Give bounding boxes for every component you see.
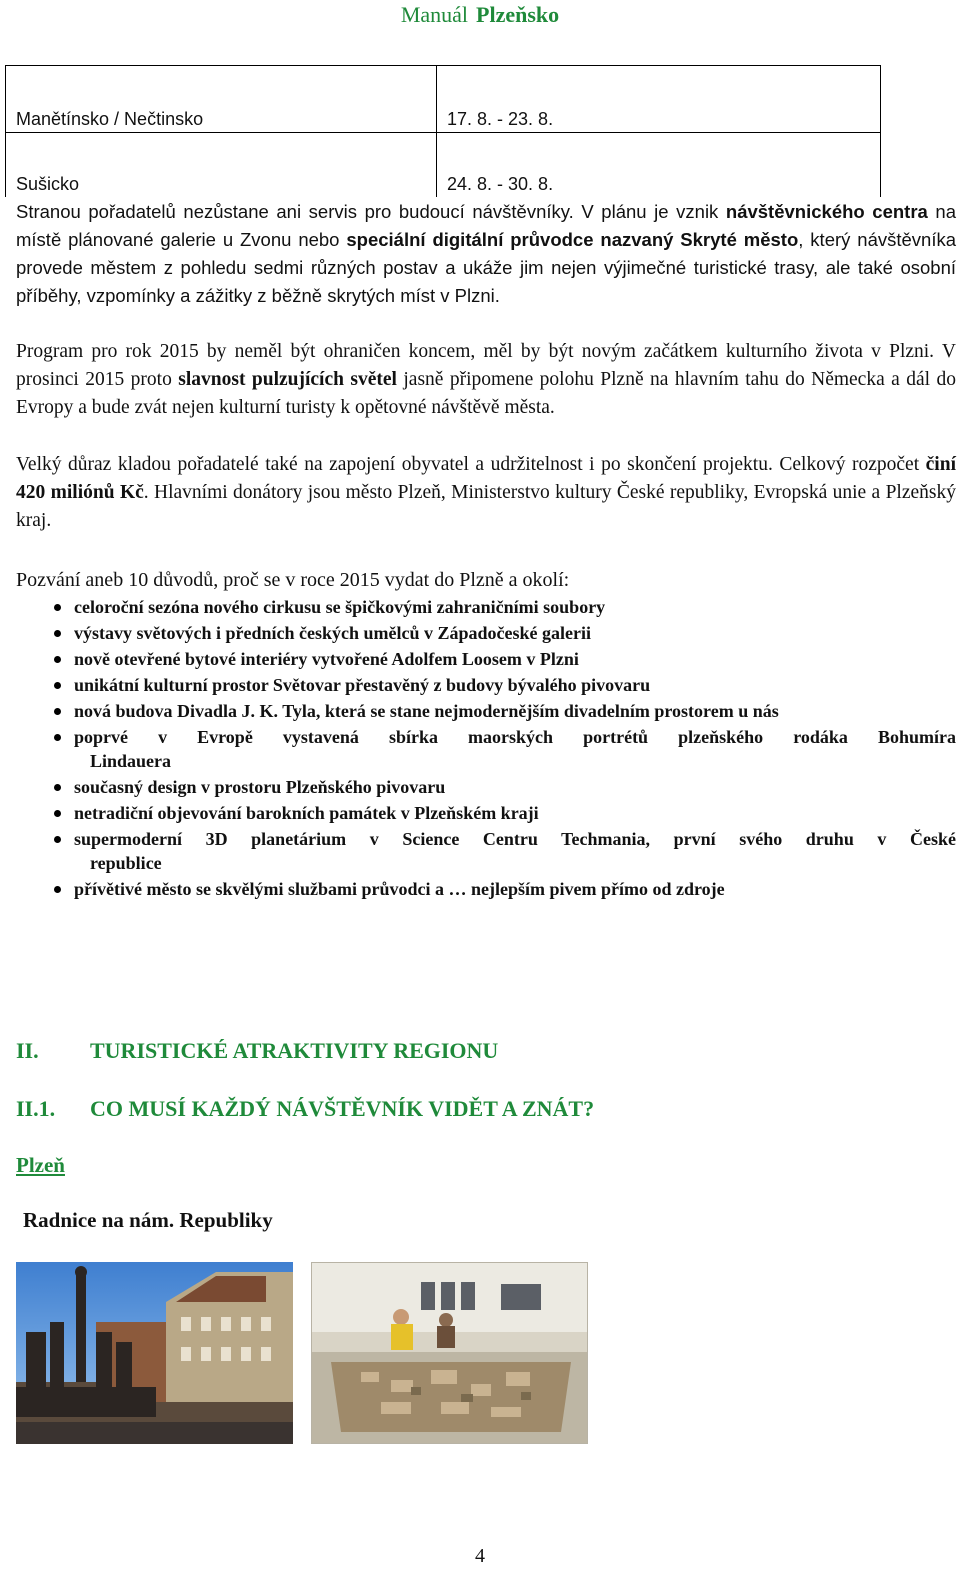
table-row [6, 133, 881, 198]
list-item: nová budova Divadla J. K. Tyla, která se stane nejmodernějším divadelním prostorem u nás [16, 699, 956, 723]
list-item: současný design v prostoru Plzeňského pivovaru [16, 775, 956, 799]
subsection-title: CO MUSÍ KAŽDÝ NÁVŠTĚVNÍK VIDĚT A ZNÁT? [90, 1096, 595, 1121]
paragraph-program-2015 [16, 338, 956, 422]
invite-heading: Pozvání aneb 10 důvodů, proč se v roce 2015 vydat do Plzně a okolí: [16, 569, 570, 591]
list-item-line: Lindauera [90, 751, 172, 771]
section-number: II. [16, 1038, 39, 1063]
text-run: Stranou pořadatelů nezůstane ani servis pro budoucí návštěvníky. V plánu je vznik [16, 201, 726, 222]
list-item: výstavy světových i předních českých umělců v Západočeské galerii [16, 621, 956, 645]
dates-table [5, 65, 881, 197]
header-title: Manuál [400, 2, 469, 27]
bold-run: činí 420 miliónů Kč [16, 454, 956, 503]
city-heading: Plzeň [16, 1153, 65, 1177]
page-header [0, 2, 960, 28]
list-item: celoroční sezóna nového cirkusu se špičkovými zahraničními soubory [16, 595, 956, 619]
list-item: unikátní kulturní prostor Světovar přestavěný z budovy bývalého pivovaru [16, 673, 956, 697]
list-item-line: poprvé v Evropě vystavená sbírka maorských portrétů plzeňského rodáka Bohumíra [74, 727, 956, 747]
list-item: nově otevřené bytové interiéry vytvořené Adolfem Loosem v Plzni [16, 647, 956, 671]
subsection-number: II.1. [16, 1096, 56, 1121]
list-item-line: republice [90, 853, 162, 873]
page-number: 4 [475, 1545, 485, 1567]
town-hall-photo [16, 1262, 293, 1444]
text-run: Velký důraz kladou pořadatelé také na zapojení obyvatel a udržitelnost i po skončení projektu. Celkový rozpočet [16, 454, 926, 475]
text-run: Program pro rok 2015 by neměl být ohraničen koncem, měl by být novým začátkem kulturního života v Plzni. V prosinci 2015 proto [16, 341, 956, 390]
list-item [16, 827, 956, 875]
table-row [6, 66, 881, 133]
list-item: přívětivé město se skvělými službami průvodci a … nejlepším pivem přímo od zdroje [16, 877, 956, 901]
list-item-line: supermoderní 3D planetárium v Science Centru Techmania, první svého druhu v České [74, 829, 956, 849]
region-cell: Sušicko [6, 133, 437, 198]
dates-cell: 17. 8. - 23. 8. [437, 66, 881, 133]
text-run: na místě plánované galerie u Zvonu nebo [16, 201, 956, 250]
paragraph-visitor-services [16, 198, 956, 310]
bold-run: návštěvnického centra [725, 201, 928, 222]
text-run: jasně připomene polohu Plzně na hlavním tahu do Německa a dál do Evropy a bude zvát nejen kulturní turisty k opětovné návštěvě města. [16, 369, 956, 418]
region-cell: Manětínsko / Nečtinsko [6, 66, 437, 133]
header-brand: Plzeňsko [476, 2, 560, 27]
place-heading: Radnice na nám. Republiky [23, 1208, 273, 1232]
paragraph-budget [16, 451, 956, 535]
bold-run: slavnost pulzujících světel [178, 369, 397, 390]
text-run: . Hlavními donátory jsou město Plzeň, Ministerstvo kultury České republiky, Evropská unie a Plzeňský kraj. [16, 482, 956, 531]
reasons-list [16, 595, 956, 903]
list-item [16, 725, 956, 773]
city-model-image [311, 1262, 588, 1444]
subsection-heading [16, 1096, 594, 1122]
section-title: TURISTICKÉ ATRAKTIVITY REGIONU [90, 1038, 499, 1063]
bold-run: speciální digitální průvodce nazvaný Skryté město [346, 229, 799, 250]
town-hall-image [16, 1262, 293, 1444]
list-item: netradiční objevování barokních památek v Plzeňském kraji [16, 801, 956, 825]
dates-cell: 24. 8. - 30. 8. [437, 133, 881, 198]
section-heading [16, 1038, 498, 1064]
text-run: , který návštěvníka provede městem z pohledu sedmi různých postav a ukáže jim nejen výjimečné turistické trasy, ale také osobní příběhy, vzpomínky a zážitky z běžně skrytých míst v Plzni. [16, 229, 957, 306]
city-model-photo [311, 1262, 588, 1444]
